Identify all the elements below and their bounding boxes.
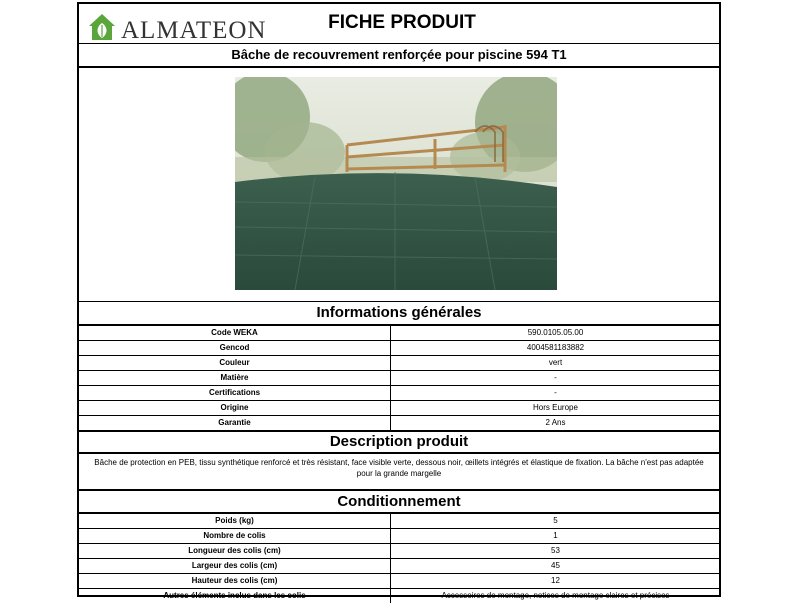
row-label: Certifications <box>79 386 391 401</box>
row-value: vert <box>391 356 721 371</box>
row-value: 4004581183882 <box>391 341 721 356</box>
row-label: Poids (kg) <box>79 514 391 529</box>
table-row <box>79 371 720 386</box>
row-label: Code WEKA <box>79 326 391 341</box>
row-value: - <box>391 386 721 401</box>
row-value: 5 <box>391 514 721 529</box>
section-title-description: Description produit <box>79 431 719 454</box>
row-value: Accessoires de montage, notices de montage claires et précises <box>391 589 721 603</box>
table-row <box>79 356 720 371</box>
table-row <box>79 589 720 603</box>
table-row <box>79 326 720 341</box>
section-title-packaging: Conditionnement <box>79 491 719 514</box>
row-value: Hors Europe <box>391 401 721 416</box>
row-label: Gencod <box>79 341 391 356</box>
product-description: Bâche de protection en PEB, tissu synthétique renforcé et très résistant, face visible verte, dessous noir, œillets intégrés et élastique de fixation. La bâche n'est pas adaptée pour la grande margelle <box>79 454 719 491</box>
row-label: Garantie <box>79 416 391 431</box>
brand-logo <box>87 12 277 46</box>
row-value: 2 Ans <box>391 416 721 431</box>
row-value: 45 <box>391 559 721 574</box>
page-title: FICHE PRODUIT <box>327 12 477 34</box>
row-label: Longueur des colis (cm) <box>79 544 391 559</box>
packaging-table <box>79 514 720 603</box>
section-title-general: Informations générales <box>79 302 719 326</box>
table-row <box>79 544 720 559</box>
photo-row <box>79 68 719 302</box>
row-value: 12 <box>391 574 721 589</box>
table-row <box>79 416 720 431</box>
brand-name: ALMATEON <box>121 17 267 45</box>
table-row <box>79 514 720 529</box>
table-row <box>79 341 720 356</box>
row-label: Matière <box>79 371 391 386</box>
table-row <box>79 574 720 589</box>
product-sheet <box>77 2 721 597</box>
table-row <box>79 401 720 416</box>
house-leaf-icon <box>87 12 117 42</box>
table-row <box>79 386 720 401</box>
header-row <box>79 4 719 44</box>
row-value: 590.0105.05.00 <box>391 326 721 341</box>
general-info-table <box>79 326 720 430</box>
table-row <box>79 559 720 574</box>
row-value: 53 <box>391 544 721 559</box>
row-label: Largeur des colis (cm) <box>79 559 391 574</box>
row-label: Hauteur des colis (cm) <box>79 574 391 589</box>
product-name: Bâche de recouvrement renforçée pour piscine 594 T1 <box>79 44 719 68</box>
row-value: - <box>391 371 721 386</box>
table-row <box>79 529 720 544</box>
row-label: Nombre de colis <box>79 529 391 544</box>
row-label: Couleur <box>79 356 391 371</box>
row-label: Autres éléments inclus dans les colis <box>79 589 391 603</box>
row-value: 1 <box>391 529 721 544</box>
row-label: Origine <box>79 401 391 416</box>
